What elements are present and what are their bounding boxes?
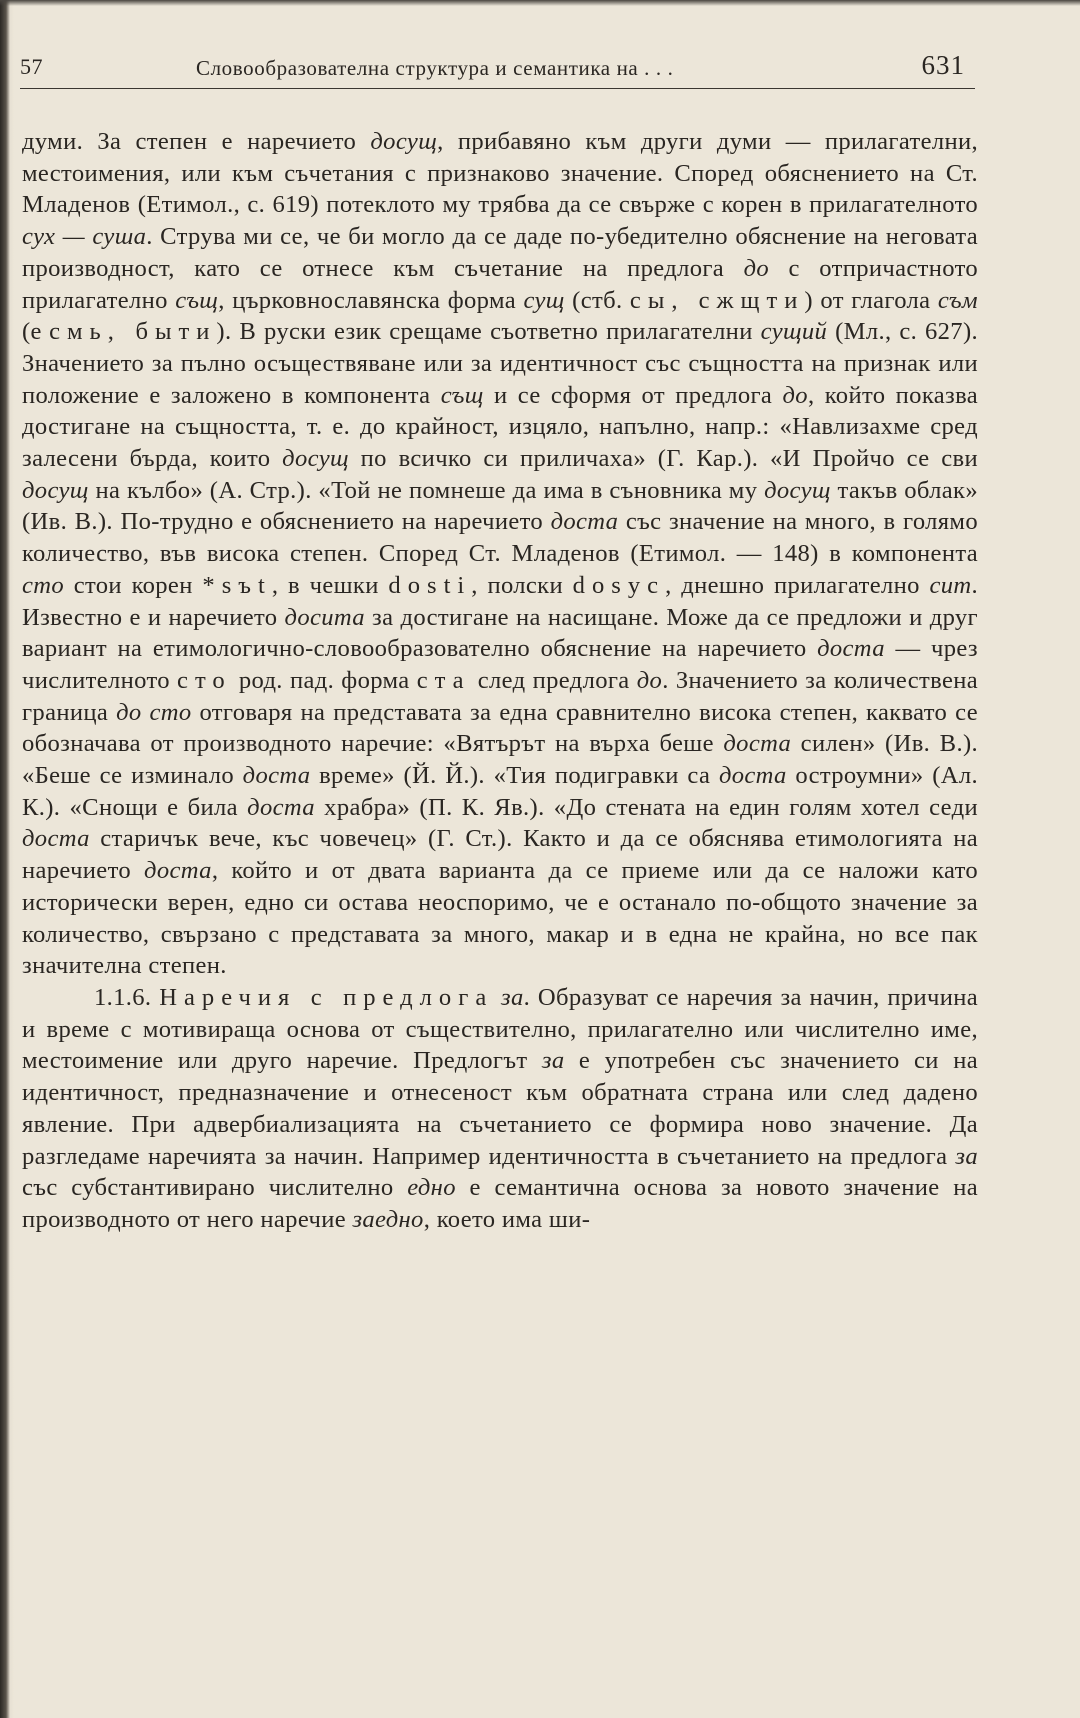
text-run: , което има ши- [423, 1205, 591, 1233]
italic-term: за [501, 983, 524, 1011]
text-run: ). В руски език срещаме съответно прилагателни [216, 318, 761, 346]
text-run: остроумни» (Ал. К.). «Снощи е била [22, 762, 978, 821]
italic-term: за [541, 1047, 565, 1075]
text-run: на кълбо» (А. Стр.). «Той не помнеше да има в съновника му [88, 476, 765, 504]
text-run: . Известно е и наречието [22, 571, 978, 631]
italic-term: сущий [760, 318, 828, 346]
italic-term: досита [284, 603, 365, 631]
italic-term: доста [247, 793, 315, 821]
spaced-term: есмь, быти [30, 318, 217, 346]
text-run: е употребен със значението си на идентичност, предназначение и отнесеност към обратната страна или след дадено явление. При адвербиализацията на съчетанието се формира ново значение. Да разгледаме наречията за начин. Например идентичността в съчетанието на предлога [22, 1047, 978, 1170]
text-run: и се сформя от предлога [483, 381, 783, 409]
paragraph [22, 982, 978, 1236]
italic-term: доста [22, 825, 90, 853]
italic-term: доста [242, 762, 311, 790]
italic-term: до сто [116, 698, 192, 726]
page-number-left: 57 [20, 54, 43, 79]
text-run: храбра» (П. К. Яв.). «До стената на един голям хотел седи [314, 793, 979, 821]
text-run: , църковнославянска форма [218, 286, 524, 314]
text-run: . Струва ми се, че би могло да се даде по-убедително обяснение на неговата производност, като се отнесе към съчетание на предлога [22, 223, 978, 282]
page-number: 631 [921, 50, 965, 80]
spaced-term: *sъt [202, 571, 272, 599]
italic-term: сух — суша [22, 223, 147, 251]
italic-term: доста [817, 635, 885, 663]
italic-term: заедно [352, 1205, 424, 1233]
italic-term: доста [144, 857, 212, 885]
spaced-term: ста [416, 666, 471, 694]
text-run: е семантична основа за новото значение на производното от него наречие [22, 1174, 978, 1233]
running-title: Словообразователна структура и семантика на . . . [196, 56, 674, 80]
italic-term: едно [407, 1174, 456, 1202]
italic-term: същ [440, 381, 484, 409]
spaced-term: сто [177, 666, 232, 694]
text-run: род. пад. форма [231, 666, 417, 694]
text-run: , който показва достигане на същността, т. е. до крайност, изцяло, напълно, напр.: «Навлизахме сред залесени бърда, които [22, 381, 978, 473]
text-run: , днешно прилагателно [665, 571, 930, 599]
paragraph [22, 126, 978, 982]
italic-term: доста [718, 762, 787, 790]
italic-term: сущ [523, 286, 565, 314]
italic-term: доста [550, 508, 619, 536]
italic-term: за [955, 1142, 978, 1170]
text-run: ) от глагола [804, 286, 938, 314]
text-run: със субстантивирано числително [22, 1174, 408, 1202]
text-run: , който и от двата варианта да се приеме или да се наложи като исторически верен, едно си остава неоспоримо, че е останало по-общото значение за количество, свързано с представата за много, макар и в една не крайна, но все пак значителна степен. [22, 857, 978, 980]
text-run: . Образуват се наречия за начин, причина и време с мотивираща основа от съществително, прилагателно или числително име, местоимение или друго наречие. Предлогът [22, 983, 979, 1075]
text-run [493, 984, 501, 1011]
text-run: (Мл., с. 627). Значението за пълно осъществяване или за идентичност със същността на признак или положение е заложено в компонента [22, 318, 978, 409]
italic-term: сит [929, 571, 972, 599]
spaced-term: Наречия с предлога [159, 983, 494, 1011]
italic-term: до [743, 254, 770, 282]
text-run: такъв облак» (Ив. В.). По-трудно е обяснението на наречието [22, 476, 978, 536]
text-run: със значение на много, в голямо количество, във висока степен. Според Ст. Младенов (Етимол. — 148) в компонента [22, 508, 978, 568]
spaced-term: dosti [388, 571, 472, 599]
text-run: след предлога [470, 666, 637, 694]
text-run: по всичко си приличаха» (Г. Кар.). «И Пройчо се сви [348, 445, 979, 473]
text-run: ( [22, 318, 31, 346]
text-run: (стб. [564, 286, 630, 314]
text-run: стои корен [64, 571, 203, 599]
text-run: старичък вече, къс човечец» (Г. Ст.). Както и да се обяснява етимологията на наречието [22, 825, 978, 885]
text-run: време» (Й. Й.). «Тия подигравки са [310, 762, 719, 790]
text-run: силен» (Ив. В.). «Беше се изминало [22, 730, 978, 790]
body-text [22, 126, 978, 1236]
text-run: , прибавяно към други думи — прилагателни, местоимения, или към съчетания с признаково значение. Според обяснението на Ст. Младенов (Етимол., с. 619) потеклото му трябва да се свърже с корен в прилагателното [22, 128, 979, 219]
spaced-term: dosyc [572, 571, 666, 599]
italic-term: досущ [22, 476, 89, 504]
italic-term: до [782, 381, 808, 409]
italic-term: доста [723, 730, 792, 758]
text-run: . Значението за количествена граница [22, 666, 979, 726]
page-top-edge [0, 0, 1080, 6]
text-run: с отпричастното прилагателно [22, 254, 978, 314]
italic-term: сто [22, 571, 65, 599]
running-header [20, 48, 975, 89]
text-run: , полски [471, 571, 573, 599]
text-run: , в чешки [271, 571, 389, 599]
italic-term: съм [937, 286, 978, 314]
italic-term: до [636, 666, 663, 694]
text-run: за достигане на насищане. Може да се предложи и друг вариант на етимологично-словообразователно обяснение на наречието [22, 603, 978, 663]
text-run: думи. За степен е наречието [22, 128, 371, 155]
italic-term: досущ [764, 476, 831, 504]
text-run: отговаря на представата за една сравнително висока степен, каквато се обозначава от производното наречие: «Вятърът на върха беше [22, 698, 978, 758]
italic-term: досущ [282, 445, 349, 473]
text-run: 1.1.6. [94, 983, 160, 1011]
text-run: — чрез числителното [22, 635, 978, 694]
spaced-term: сы, сжщти [629, 286, 805, 314]
italic-term: досущ [370, 128, 438, 155]
italic-term: същ [175, 286, 219, 314]
book-spine-shadow [0, 0, 10, 1718]
